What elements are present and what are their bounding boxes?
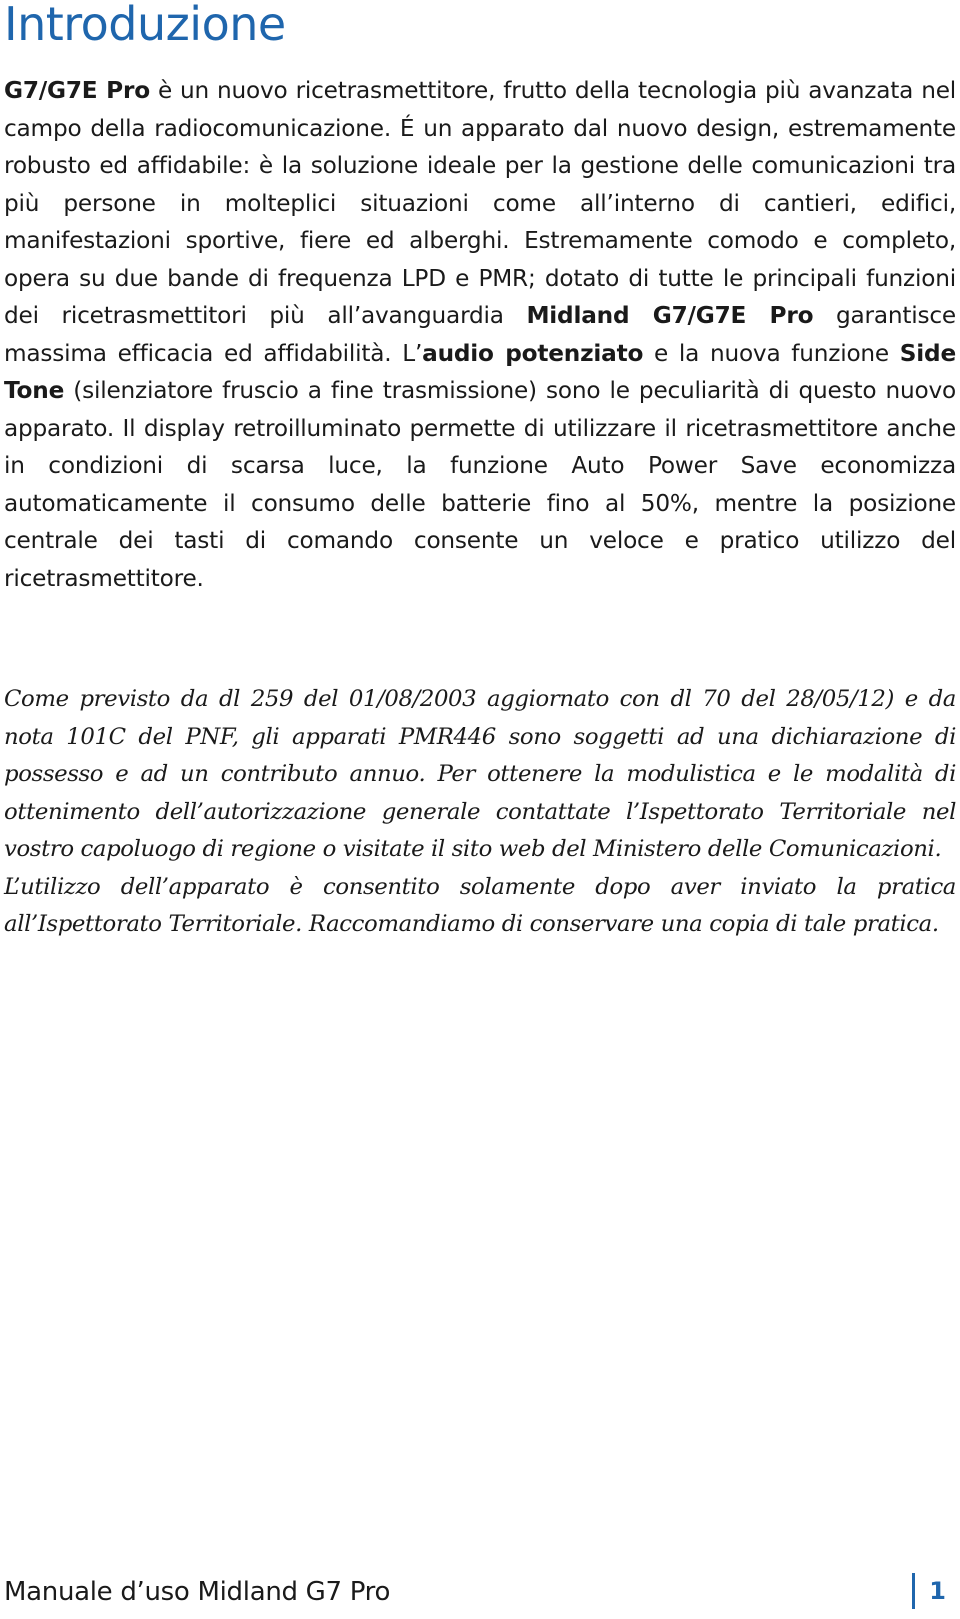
legal-notice-paragraph-2: L’utilizzo dell’apparato è consentito solamente dopo aver inviato la pratica all’Ispettorato Territoriale. Raccomandiamo di conservare una copia di tale pratica. xyxy=(4,873,956,937)
page-title: Introduzione xyxy=(4,0,286,51)
intro-text-3: e la nuova funzione xyxy=(643,339,900,367)
intro-text-2: garantisce massima efficacia ed affidabilità. L’ xyxy=(4,302,956,367)
side-tone-feature-bold: Side Tone xyxy=(4,339,956,404)
product-name-bold: G7/G7E Pro xyxy=(4,77,150,104)
intro-text-1: è un nuovo ricetrasmettitore, frutto della tecnologia più avanzata nel campo della radiocomunicazione. É un apparato dal nuovo design, estremamente robusto ed affidabile: è la soluzione ideale per la gestione delle comunicazioni tra più persone in molteplici situazioni come all’interno di cantieri, edifici, manifestazioni sportive, fiere ed alberghi. Estremamente comodo e completo, opera su due bande di frequenza LPD e PMR; dotato di tutte le principali funzioni dei ricetrasmettitori più all’avanguardia xyxy=(4,77,957,329)
legal-notice-paragraph-1: Come previsto da dl 259 del 01/08/2003 aggiornato con dl 70 del 28/05/12) e da nota 101C del PNF, gli apparati PMR446 sono soggetti ad una dichiarazione di possesso e ad un contributo annuo. Per ottenere la modulistica e le modalità di ottenimento dell’autorizzazione generale contattate l’Ispettorato Territoriale nel vostro capoluogo di regione o visitate il sito web del Ministero delle Comunicazioni. xyxy=(4,686,956,862)
legal-notice xyxy=(4,681,956,944)
footer-page-number: 1 xyxy=(912,1573,946,1609)
footer-manual-title: Manuale d’uso Midland G7 Pro xyxy=(4,1577,391,1607)
product-full-name-bold: Midland G7/G7E Pro xyxy=(526,302,814,329)
intro-text-4: (silenziatore fruscio a fine trasmissione) sono le peculiarità di questo nuovo apparato. Il display retroilluminato permette di utilizzare il ricetrasmettitore anche in condizioni di scarsa luce, la funzione Auto Power Save economizza automaticamente il consumo delle batterie fino al 50%, mentre la posizione centrale dei tasti di comando consente un veloce e pratico utilizzo del ricetrasmettitore. xyxy=(4,377,956,592)
audio-feature-bold: audio potenziato xyxy=(422,339,644,367)
intro-paragraph xyxy=(4,72,956,597)
